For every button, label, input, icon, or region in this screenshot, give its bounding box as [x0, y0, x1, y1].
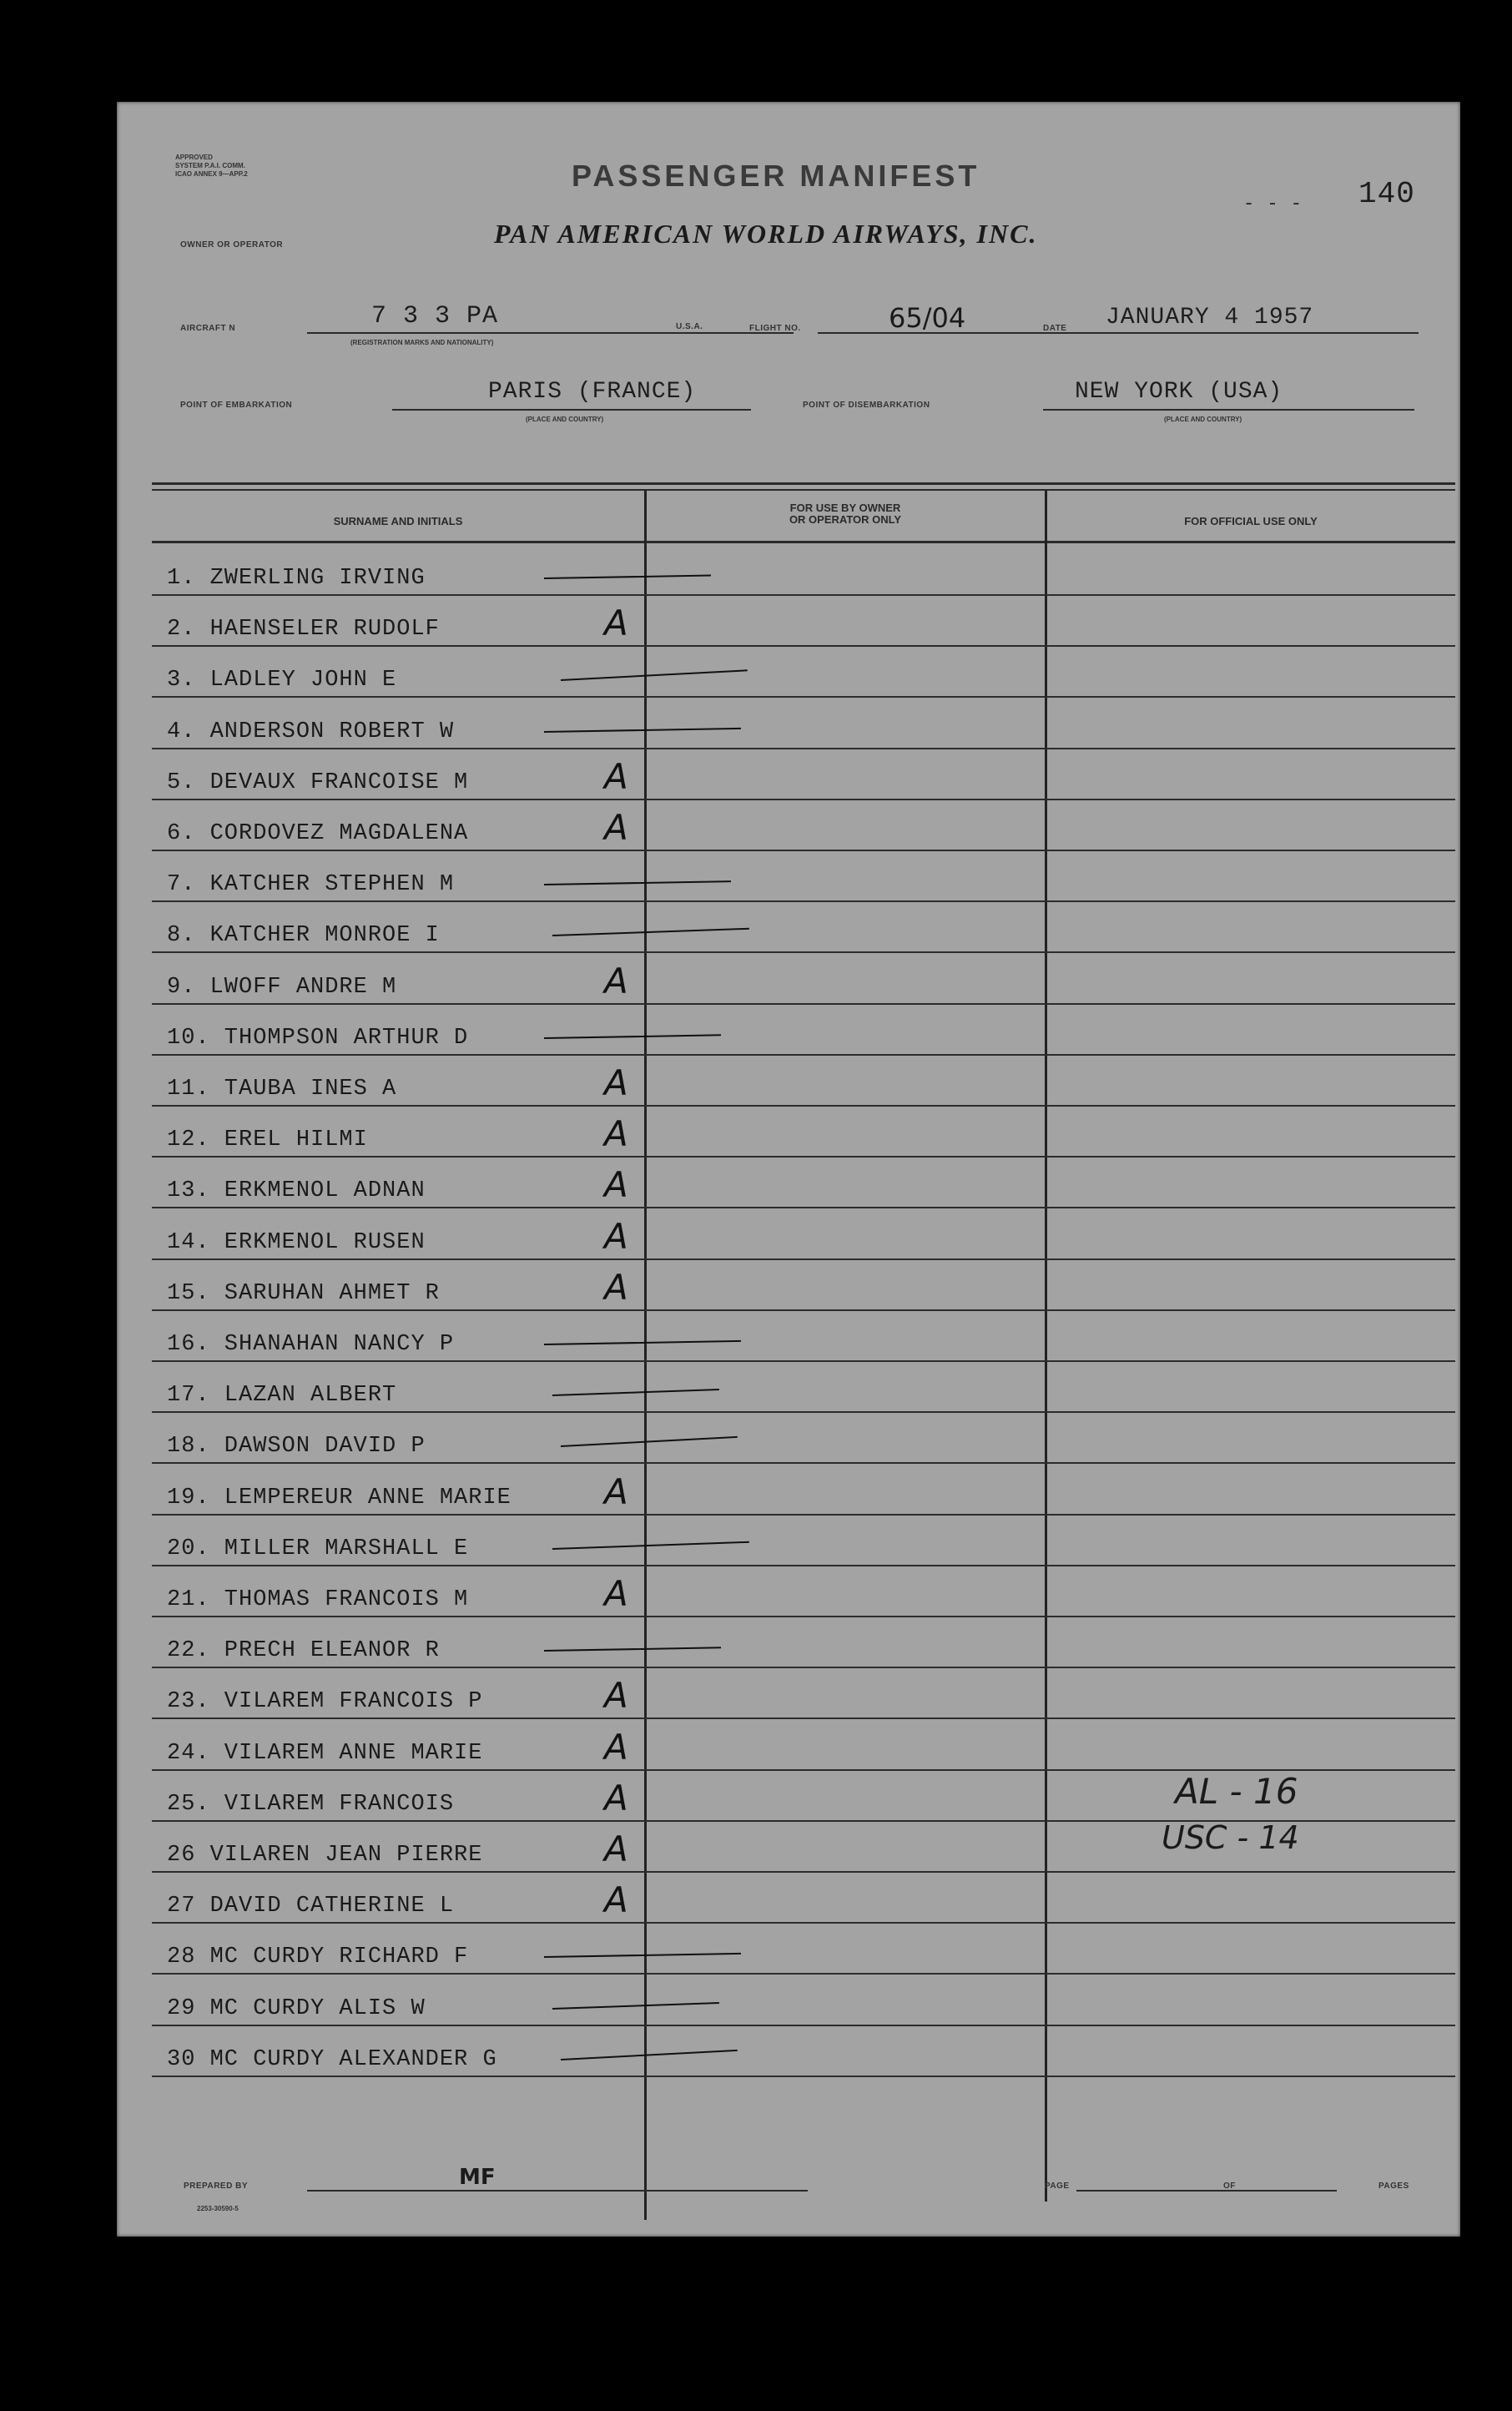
alien-mark: A	[604, 1777, 628, 1818]
table-row	[152, 850, 1455, 902]
approval-line: ICAO ANNEX 9—APP.2	[175, 170, 248, 178]
alien-mark: A	[604, 1113, 628, 1155]
approval-block	[175, 154, 248, 179]
alien-mark: A	[604, 1062, 628, 1103]
check-stroke	[552, 2002, 719, 2010]
alien-mark: A	[604, 1726, 628, 1768]
alien-mark: A	[604, 1266, 628, 1308]
passenger-name: 23. VILAREM FRANCOIS P	[167, 1689, 483, 1715]
table-row	[152, 1514, 1455, 1566]
form-number: 2253-30590-5	[197, 2205, 239, 2212]
passenger-name: 26 VILAREN JEAN PIERRE	[167, 1843, 483, 1868]
check-stroke	[544, 575, 711, 579]
alien-mark: A	[604, 603, 628, 644]
manifest-sheet	[117, 102, 1460, 2237]
embark-place: PARIS (FRANCE)	[488, 379, 697, 405]
column-surname: SURNAME AND INITIALS	[333, 515, 463, 527]
aircraft-label: AIRCRAFT N	[180, 324, 236, 333]
table-row	[152, 1156, 1455, 1208]
check-stroke	[544, 1647, 721, 1652]
official-note: USC - 14	[1162, 1819, 1299, 1856]
passenger-name: 2. HAENSELER RUDOLF	[167, 617, 440, 643]
official-note: AL - 16	[1175, 1771, 1298, 1812]
check-stroke	[552, 928, 749, 936]
table-row	[152, 1003, 1455, 1056]
prepared-by: MF	[459, 2165, 496, 2190]
alien-mark: A	[604, 1470, 628, 1512]
table-row	[152, 1208, 1455, 1260]
page-title: PASSENGER MANIFEST	[572, 159, 980, 193]
passenger-name: 1. ZWERLING IRVING	[167, 566, 426, 591]
table-row	[152, 1667, 1455, 1719]
table-row	[152, 1309, 1455, 1362]
disembark-place: NEW YORK (USA)	[1075, 379, 1283, 405]
of-label: OF	[1223, 2182, 1236, 2191]
passenger-name: 13. ERKMENOL ADNAN	[167, 1178, 426, 1204]
table-row	[152, 645, 1455, 698]
alien-mark: A	[604, 1573, 628, 1614]
passenger-name: 11. TAUBA INES A	[167, 1077, 397, 1102]
table-row	[152, 1411, 1455, 1464]
check-stroke	[544, 1034, 721, 1039]
date-label: DATE	[1043, 324, 1067, 333]
aircraft-registration: 7 3 3 PA	[371, 302, 499, 330]
passenger-name: 21. THOMAS FRANCOIS M	[167, 1587, 469, 1612]
corner-mark: - - -	[1243, 194, 1303, 214]
operator-name: PAN AMERICAN WORLD AIRWAYS, INC.	[494, 219, 1038, 249]
passenger-name: 10. THOMPSON ARTHUR D	[167, 1025, 469, 1051]
flight-label: FLIGHT NO.	[749, 324, 801, 333]
passenger-name: 27 DAVID CATHERINE L	[167, 1894, 455, 1919]
passenger-name: 17. LAZAN ALBERT	[167, 1383, 397, 1409]
passenger-name: 30 MC CURDY ALEXANDER G	[167, 2046, 497, 2072]
column-owner-use-line: OR OPERATOR ONLY	[789, 513, 902, 526]
table-row	[152, 1054, 1455, 1107]
page-number: 140	[1358, 177, 1415, 211]
table-row	[152, 1871, 1455, 1924]
passenger-name: 9. LWOFF ANDRE M	[167, 974, 397, 1000]
check-stroke	[552, 1389, 719, 1396]
page-label: PAGE	[1045, 2182, 1070, 2191]
column-owner-use-line: FOR USE BY OWNER	[789, 502, 901, 514]
embark-caption: (PLACE AND COUNTRY)	[526, 416, 604, 423]
passenger-name: 12. EREL HILMI	[167, 1127, 368, 1153]
alien-mark: A	[604, 960, 628, 1001]
table-row	[152, 952, 1455, 1005]
table-row	[152, 1565, 1455, 1617]
flight-date: JANUARY 4 1957	[1106, 305, 1314, 330]
alien-mark: A	[604, 1828, 628, 1869]
table-row	[152, 543, 1455, 596]
passenger-name: 14. ERKMENOL RUSEN	[167, 1229, 426, 1255]
table-row	[152, 1463, 1455, 1516]
passenger-name: 20. MILLER MARSHALL E	[167, 1536, 469, 1561]
embark-label: POINT OF EMBARKATION	[180, 401, 293, 410]
alien-mark: A	[604, 1675, 628, 1717]
check-stroke	[561, 670, 748, 682]
table-row	[152, 2025, 1455, 2077]
approval-line: SYSTEM P.A.I. COMM.	[175, 162, 245, 169]
passenger-name: 28 MC CURDY RICHARD F	[167, 1944, 469, 1970]
table-row	[152, 697, 1455, 749]
passenger-name: 19. LEMPEREUR ANNE MARIE	[167, 1485, 512, 1511]
alien-mark: A	[604, 807, 628, 848]
passenger-name: 6. CORDOVEZ MAGDALENA	[167, 821, 469, 846]
owner-label: OWNER OR OPERATOR	[180, 240, 284, 250]
passenger-name: 5. DEVAUX FRANCOISE M	[167, 769, 469, 795]
passenger-name: 15. SARUHAN AHMET R	[167, 1280, 440, 1306]
disembark-caption: (PLACE AND COUNTRY)	[1164, 416, 1242, 423]
check-stroke	[552, 1541, 749, 1550]
alien-mark: A	[604, 755, 628, 797]
passenger-name: 16. SHANAHAN NANCY P	[167, 1332, 455, 1357]
passenger-name: 8. KATCHER MONROE I	[167, 923, 440, 949]
table-row	[152, 900, 1455, 953]
table-row	[152, 1258, 1455, 1311]
passenger-name: 29 MC CURDY ALIS W	[167, 1995, 426, 2021]
table-row	[152, 748, 1455, 800]
passenger-name: 24. VILAREM ANNE MARIE	[167, 1740, 483, 1766]
check-stroke	[544, 1340, 741, 1345]
check-stroke	[561, 1436, 738, 1447]
table-row	[152, 1105, 1455, 1158]
alien-mark: A	[604, 1164, 628, 1206]
alien-mark: A	[604, 1215, 628, 1257]
country-label: U.S.A.	[676, 322, 703, 331]
table-row	[152, 594, 1455, 647]
table-row	[152, 1616, 1455, 1668]
table-row	[152, 1360, 1455, 1413]
passenger-name: 22. PRECH ELEANOR R	[167, 1638, 440, 1664]
alien-mark: A	[604, 1879, 628, 1921]
check-stroke	[544, 880, 731, 885]
check-stroke	[544, 1953, 741, 1958]
table-row	[152, 799, 1455, 851]
disembark-label: POINT OF DISEMBARKATION	[803, 401, 930, 410]
aircraft-caption: (REGISTRATION MARKS AND NATIONALITY)	[350, 339, 494, 346]
approval-line: APPROVED	[175, 154, 213, 161]
check-stroke	[561, 2050, 738, 2060]
passenger-name: 18. DAWSON DAVID P	[167, 1434, 426, 1460]
table-row	[152, 1974, 1455, 2026]
passenger-name: 25. VILAREM FRANCOIS	[167, 1791, 455, 1817]
table-row	[152, 1718, 1455, 1771]
flight-number: 65/04	[889, 302, 966, 334]
pages-label: PAGES	[1378, 2182, 1409, 2191]
check-stroke	[544, 727, 741, 732]
table-row	[152, 1922, 1455, 1975]
column-owner-use	[644, 502, 1046, 526]
prepared-label: PREPARED BY	[184, 2182, 248, 2191]
passenger-name: 7. KATCHER STEPHEN M	[167, 872, 455, 898]
passenger-name: 3. LADLEY JOHN E	[167, 668, 397, 694]
passenger-name: 4. ANDERSON ROBERT W	[167, 719, 455, 744]
column-official-use: FOR OFFICIAL USE ONLY	[1184, 515, 1318, 527]
